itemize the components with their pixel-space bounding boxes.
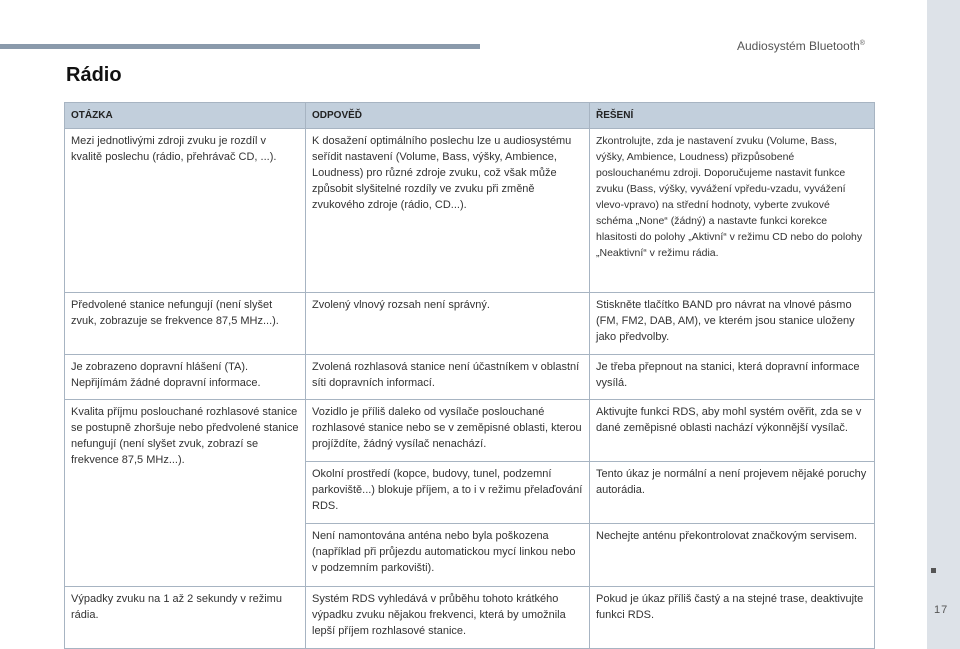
question-cell: Mezi jednotlivými zdroji zvuku je rozdíl v kvalitě poslechu (rádio, přehrávač CD, ...). [65,129,306,293]
answer-cell: Systém RDS vyhledává v průběhu tohoto krátkého výpadku zvuku nějakou frekvenci, která by umožnila lepší příjem rozhlasové stanice. [306,587,590,649]
troubleshooting-table [64,102,875,649]
solution-cell: Zkontrolujte, zda je nastavení zvuku (Volume, Bass, výšky, Ambience, Loudness) přizpůsobené poslouchanému zdroji. Doporučujeme nastavit funkce zvuku (Bass, výšky, vyvážení vpředu-vzadu, vyvážení vlevo-vpravo) na střední hodnoty, vyberte zvukové schéma „None“ (žádný) a nastavte funkci korekce hlasitosti do polohy „Aktivní“ v režimu CD nebo do polohy „Neaktivní“ v režimu rádia. [590,129,875,293]
question-cell: Je zobrazeno dopravní hlášení (TA). Nepřijímám žádné dopravní informace. [65,355,306,400]
solution-cell: Pokud je úkaz příliš častý a na stejné trase, deaktivujte funkci RDS. [590,587,875,649]
column-header-question: OTÁZKA [65,103,306,129]
section-header [737,39,865,53]
page-edge-strip [927,0,960,649]
table-row [65,355,875,400]
table-row [65,400,875,462]
registered-mark: ® [859,40,865,47]
answer-cell: Okolní prostředí (kopce, budovy, tunel, podzemní parkoviště...) blokuje příjem, a to i v režimu přelaďování RDS. [306,462,590,524]
answer-cell: Zvolená rozhlasová stanice není účastníkem v oblastní síti dopravních informací. [306,355,590,400]
table-row [65,293,875,355]
solution-cell: Je třeba přepnout na stanici, která dopravní informace vysílá. [590,355,875,400]
solution-cell: Aktivujte funkci RDS, aby mohl systém ověřit, zda se v dané zeměpisné oblasti nachází výkonnější vysílač. [590,400,875,462]
answer-cell: Vozidlo je příliš daleko od vysílače poslouchané rozhlasové stanice nebo se v zeměpisné oblasti, kterou projíždíte, žádný vysílač nenachází. [306,400,590,462]
page-marker [931,568,936,573]
answer-cell: Není namontována anténa nebo byla poškozena (například při průjezdu automatickou mycí linkou nebo v podzemním parkovišti). [306,524,590,587]
table-header-row [65,103,875,129]
question-cell: Předvolené stanice nefungují (není slyšet zvuk, zobrazuje se frekvence 87,5 MHz...). [65,293,306,355]
page-title: Rádio [66,64,122,86]
solution-cell: Stiskněte tlačítko BAND pro návrat na vlnové pásmo (FM, FM2, DAB, AM), ve kterém jsou stanice uloženy jako předvolby. [590,293,875,355]
column-header-solution: ŘEŠENÍ [590,103,875,129]
question-cell: Kvalita příjmu poslouchané rozhlasové stanice se postupně zhoršuje nebo předvolené stanice nefungují (není slyšet zvuk, zobrazí se frekvence 87,5 MHz...). [65,400,306,587]
column-header-answer: ODPOVĚĎ [306,103,590,129]
table-row [65,587,875,649]
question-cell: Výpadky zvuku na 1 až 2 sekundy v režimu rádia. [65,587,306,649]
answer-cell: K dosažení optimálního poslechu lze u audiosystému seřídit nastavení (Volume, Bass, výšky, Ambience, Loudness) pro různé zdroje zvuku, což však může způsobit slyšitelné rozdíly ve zvuku při změně zvukového zdroje (rádio, CD...). [306,129,590,293]
page-number: 17 [934,604,949,616]
header-rule [0,44,480,49]
answer-cell: Zvolený vlnový rozsah není správný. [306,293,590,355]
section-title: Audiosystém Bluetooth [737,39,860,53]
solution-cell: Nechejte anténu překontrolovat značkovým servisem. [590,524,875,587]
table-row [65,129,875,293]
solution-cell: Tento úkaz je normální a není projevem nějaké poruchy autorádia. [590,462,875,524]
